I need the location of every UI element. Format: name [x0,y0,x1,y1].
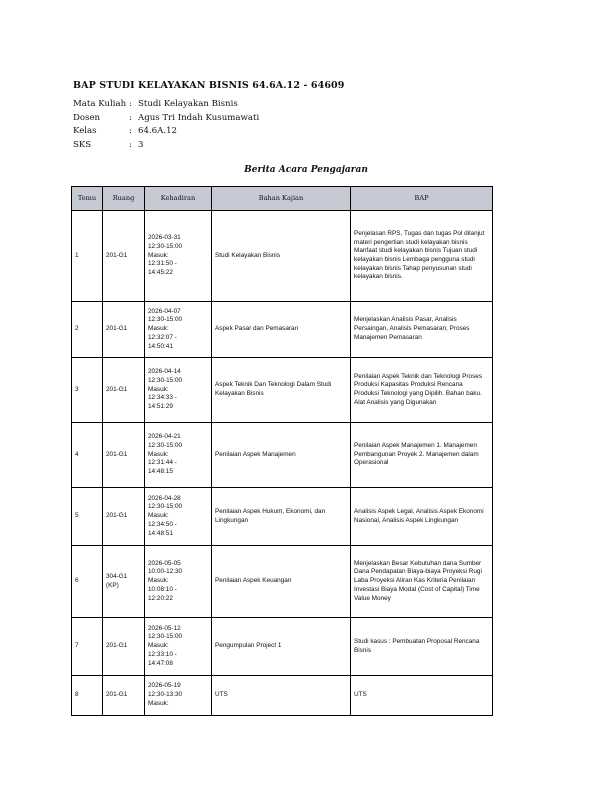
meta-label: SKS [73,139,92,150]
cell-bahan-kajian: UTS [212,676,351,716]
kehadiran-line: 14:50:41 [148,342,173,350]
meta-value: Studi Kelayakan Bisnis [138,99,238,109]
meta-label: Dosen [73,112,101,123]
cell-kehadiran [145,546,212,618]
column-header-kehadiran: Kehadiran [145,187,212,211]
meta-separator: : [129,112,132,123]
cell-ruang: 201-G1 [103,618,145,676]
cell-ruang: 304-G1 (KP) [103,546,145,618]
meta-label: Kelas [73,126,97,136]
kehadiran-line: 2026-04-14 [148,368,181,376]
cell-ruang: 201-G1 [103,488,145,546]
meta-separator: : [129,126,132,136]
kehadiran-line: 12:30-15:00 [148,633,183,641]
kehadiran-line: 14:48:51 [148,529,173,537]
course-meta [73,99,259,153]
meta-row-dosen [73,113,259,127]
column-header-bap: BAP [351,187,493,211]
kehadiran-line: 12:34:33 - [148,394,177,402]
table-row [72,423,493,488]
kehadiran-line: Masuk: [148,512,169,520]
cell-bap: Penjelasan RPS, Tugas dan tugas Pol dilanjut materi pengertian studi kelayakan bisnis Manfaat studi kelayakan bisnis Tujuan studi kelayakan bisnis Lembaga pengguna studi kelayakan bisnis Tahap penyusunan studi kelayakan bisnis. [351,211,493,302]
cell-bahan-kajian: Aspek Teknik Dan Teknologi Dalam Studi Kelayakan Bisnis [212,358,351,423]
kehadiran-line: 12:30-15:00 [148,503,183,511]
meta-row-sks [73,140,259,154]
column-header-temu: Temu [72,187,103,211]
cell-kehadiran [145,488,212,546]
meta-separator: : [129,139,132,150]
kehadiran-line: Masuk: [148,385,169,393]
cell-bahan-kajian: Pengumpulan Project 1 [212,618,351,676]
kehadiran-line: 12:30-15:00 [148,441,183,449]
table-row [72,211,493,302]
table-row [72,302,493,358]
cell-bap: Penilaian Aspek Manajemen 1. Manajemen Pembangunan Proyek 2. Manajemen dalam Operasional [351,423,493,488]
meta-value: 3 [138,139,144,150]
kehadiran-line: 12:32:07 - [148,333,177,341]
kehadiran-line: 2026-04-21 [148,433,181,441]
cell-bap: Analisis Aspek Legal, Analisis Aspek Ekonomi Nasional, Analisis Aspek Lingkungan [351,488,493,546]
cell-bap: Menjelaskan Besar Kebutuhan dana Sumber Dana Pendapatan Biaya-biaya Proyeksi Rugi Laba Proyeksi Aliran Kas Kriteria Penilaian Investasi Biaya Modal (Cost of Capital) Time Value Money [351,546,493,618]
cell-bap: UTS [351,676,493,716]
cell-bahan-kajian: Penilaian Aspek Manajemen [212,423,351,488]
cell-bahan-kajian: Penilaian Aspek Keuangan [212,546,351,618]
table-row [72,676,493,716]
bap-table [71,186,493,716]
kehadiran-line: 2026-05-05 [148,559,181,567]
kehadiran-line: 2026-05-12 [148,624,181,632]
cell-bahan-kajian: Aspek Pasar dan Pemasaran [212,302,351,358]
cell-kehadiran [145,302,212,358]
cell-temu: 7 [72,618,103,676]
table-row [72,618,493,676]
meta-value: 64.6A.12 [138,126,178,136]
cell-temu: 8 [72,676,103,716]
kehadiran-line: 10:00-12:30 [148,568,183,576]
cell-ruang: 201-G1 [103,676,145,716]
page-title: BAP STUDI KELAYAKAN BISNIS 64.6A.12 - 64609 [73,80,345,91]
cell-temu: 2 [72,302,103,358]
cell-bap: Menjelaskan Analisis Pasar, Analisis Persaingan, Analisis Pemasaran, Proses Manajemen Pemasaran [351,302,493,358]
kehadiran-line: 12:33:10 - [148,650,177,658]
cell-ruang: 201-G1 [103,423,145,488]
column-header-bahan-kajian: Bahan Kajian [212,187,351,211]
kehadiran-line: 14:47:08 [148,659,173,667]
cell-ruang: 201-G1 [103,358,145,423]
cell-bahan-kajian: Studi Kelayakan Bisnis [212,211,351,302]
kehadiran-line: 14:45:22 [148,269,173,277]
meta-row-mata-kuliah [73,99,259,113]
kehadiran-line: 12:31:50 - [148,260,177,268]
cell-ruang: 201-G1 [103,302,145,358]
meta-row-kelas [73,126,259,140]
cell-temu: 6 [72,546,103,618]
meta-separator: : [129,99,132,109]
kehadiran-line: 12:30-13:30 [148,691,183,699]
kehadiran-line: Masuk: [148,699,169,707]
cell-kehadiran [145,211,212,302]
kehadiran-line: 12:20:22 [148,594,173,602]
kehadiran-line: 12:34:50 - [148,520,177,528]
table-row [72,488,493,546]
table-row [72,358,493,423]
cell-temu: 3 [72,358,103,423]
kehadiran-line: Masuk: [148,642,169,650]
kehadiran-line: 12:31:44 - [148,459,177,467]
kehadiran-line: Masuk: [148,251,169,259]
cell-bap: Penilaian Aspek Teknik dan Teknologi Proses Produksi Kapasitas Produksi Rencana Produksi Teknologi yang Dipilih. Bahan baku. Alat Analisis yang Digunakan [351,358,493,423]
kehadiran-line: Masuk: [148,577,169,585]
kehadiran-line: 10:08:10 - [148,585,177,593]
cell-temu: 4 [72,423,103,488]
meta-value: Agus Tri Indah Kusumawati [138,112,260,123]
kehadiran-line: Masuk: [148,325,169,333]
kehadiran-line: 12:30-15:00 [148,242,183,250]
meta-label: Mata Kuliah [73,99,127,109]
cell-temu: 5 [72,488,103,546]
column-header-ruang: Ruang [103,187,145,211]
cell-kehadiran [145,676,212,716]
kehadiran-line: Masuk: [148,450,169,458]
kehadiran-line: 2026-05-19 [148,682,181,690]
cell-kehadiran [145,618,212,676]
table-header-row [72,187,493,211]
kehadiran-line: 2026-04-07 [148,307,181,315]
kehadiran-line: 12:30-15:00 [148,316,183,324]
cell-bahan-kajian: Penilaian Aspek Hukum, Ekonomi, dan Lingkungan [212,488,351,546]
kehadiran-line: 2026-03-31 [148,234,181,242]
cell-bap: Studi kasus : Pembuatan Proposal Rencana Bisnis [351,618,493,676]
cell-temu: 1 [72,211,103,302]
kehadiran-line: 14:48:15 [148,468,173,476]
table-row [72,546,493,618]
kehadiran-line: 12:30-15:00 [148,376,183,384]
kehadiran-line: 2026-04-28 [148,494,181,502]
cell-kehadiran [145,358,212,423]
kehadiran-line: 14:51:29 [148,403,173,411]
section-subtitle: Berita Acara Pengajaran [244,165,368,175]
cell-ruang: 201-G1 [103,211,145,302]
cell-kehadiran [145,423,212,488]
